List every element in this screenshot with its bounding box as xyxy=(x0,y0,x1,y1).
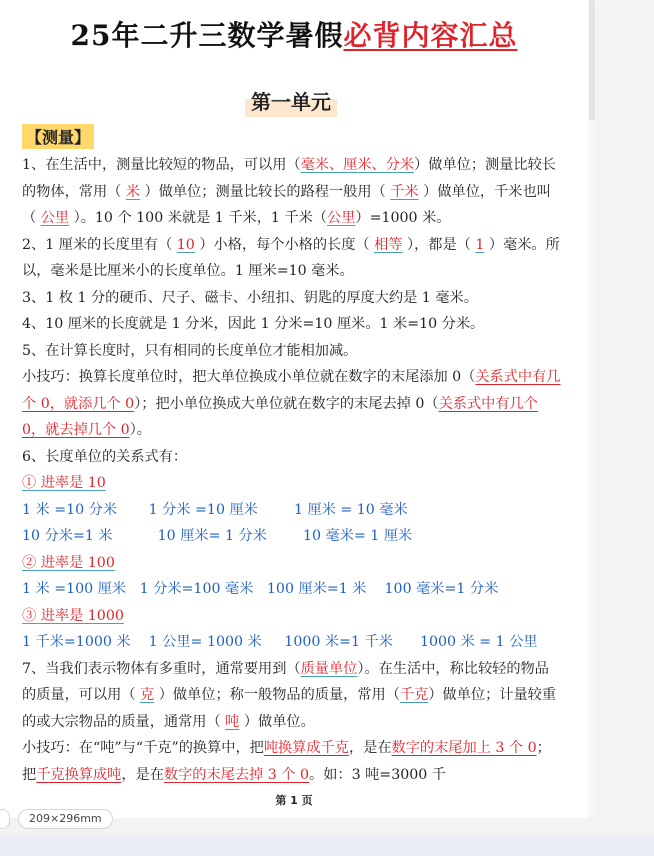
answer-blank: 相等 xyxy=(374,236,403,253)
answer-blank: 公里 xyxy=(40,210,70,226)
answer-blank: 吨 xyxy=(225,713,240,730)
viewer-footer xyxy=(0,836,654,856)
answer-blank: 毫米、厘米、分米 xyxy=(300,157,415,173)
paragraph-7: 7、当我们表示物体有多重时，通常要用到（质量单位）。在生活中，称比较轻的物品的质量，可以用（ 克 ）做单位；称一般物品的质量，常用（千克）做单位；计量较重的或大宗物品的质量，通常用（ 吨 ）做单位。 xyxy=(22,660,557,730)
paragraph-2: 2、1 厘米的长度里有（ 10 ）小格，每个小格的长度（ 相等 ），都是（ 1 ）毫米。所以，毫米是比厘米小的长度单位。1 厘米=10 毫米。 xyxy=(22,236,560,279)
title-red-part: 必背内容汇总 xyxy=(343,19,518,52)
rate-10-row-1: 1 米 =10 分米 1 分米 =10 厘米 1 厘米 = 10 毫米 xyxy=(22,501,408,518)
answer-blank: 克 xyxy=(140,687,155,703)
tip-highlight: 数字的末尾去掉 3 个 0 xyxy=(163,766,310,783)
answer-blank: 公里 xyxy=(327,210,356,226)
paragraph-4: 4、10 厘米的长度就是 1 分米，因此 1 分米=10 厘米。1 米=10 分米。 xyxy=(22,316,485,332)
tip-highlight: 关系式中有几个 0，就添几个 0 xyxy=(22,369,561,412)
answer-blank: 10 xyxy=(176,236,195,253)
tip-highlight: 吨换算成千克 xyxy=(263,740,349,756)
answer-blank: 质量单位 xyxy=(300,660,358,677)
rate-1000-heading: ③ 进率是 1000 xyxy=(22,607,124,624)
content-body xyxy=(22,152,562,788)
paragraph-3: 3、1 枚 1 分的硬币、尺子、磁卡、小纽扣、钥匙的厚度大约是 1 毫米。 xyxy=(22,289,478,306)
tip-mass-conversion: 小技巧：在“吨”与“千克”的换算中，把吨换算成千克，是在数字的末尾加上 3 个 0；把千克换算成吨，是在数字的末尾去掉 3 个 0。如：3 吨=3000 千 xyxy=(22,740,551,783)
title-black-part: 25年二升三数学暑假 xyxy=(70,19,344,52)
answer-blank: 米 xyxy=(125,183,141,200)
unit-heading: 第一单元 xyxy=(245,84,337,117)
page-number: 第 1 页 xyxy=(275,794,313,807)
scrollbar-thumb[interactable] xyxy=(589,0,595,120)
section-tag-measurement: 【测量】 xyxy=(22,124,94,149)
answer-blank: 1 xyxy=(475,236,485,253)
tip-length-conversion: 小技巧：换算长度单位时，把大单位换成小单位就在数字的末尾添加 0（关系式中有几个 0，就添几个 0）；把小单位换成大单位就在数字的末尾去掉 0（关系式中有几个 0，就去掉几个 0）。 xyxy=(22,369,561,438)
answer-blank: 千克 xyxy=(399,687,429,703)
rate-10-row-2: 10 分米=1 米 10 厘米= 1 分米 10 毫米= 1 厘米 xyxy=(22,528,413,544)
rate-100-row-1: 1 米 =100 厘米 1 分米=100 毫米 100 厘米=1 米 100 毫米=1 分米 xyxy=(22,581,499,597)
paragraph-6: 6、长度单位的关系式有： xyxy=(22,448,188,465)
tip-highlight: 千克换算成吨 xyxy=(36,766,122,783)
document-title xyxy=(0,14,588,54)
rate-1000-row-1: 1 千米=1000 米 1 公里= 1000 米 1000 米=1 千米 1000 米 = 1 公里 xyxy=(22,634,538,650)
scrollbar-track[interactable] xyxy=(588,0,596,818)
rate-10-heading: ① 进率是 10 xyxy=(22,475,106,491)
tip-highlight: 数字的末尾加上 3 个 0 xyxy=(391,740,537,756)
answer-blank: 千米 xyxy=(390,183,419,200)
paragraph-1: 1、在生活中，测量比较短的物品，可以用（毫米、厘米、分米）做单位；测量比较长的物体，常用（ 米 ）做单位；测量比较长的路程一般用（ 千米 ）做单位，千米也叫（ 公里 ）。10 个 100 米就是 1 千米，1 千米（公里）=1000 米。 xyxy=(22,157,556,226)
paragraph-5: 5、在计算长度时，只有相同的长度单位才能相加减。 xyxy=(22,342,358,359)
page-size-indicator: 209×296mm xyxy=(18,809,113,829)
rate-100-heading: ② 进率是 100 xyxy=(22,554,115,571)
tip-highlight: 关系式中有几个 0，就去掉几个 0 xyxy=(22,395,538,438)
page-nav-chip[interactable] xyxy=(0,809,10,829)
